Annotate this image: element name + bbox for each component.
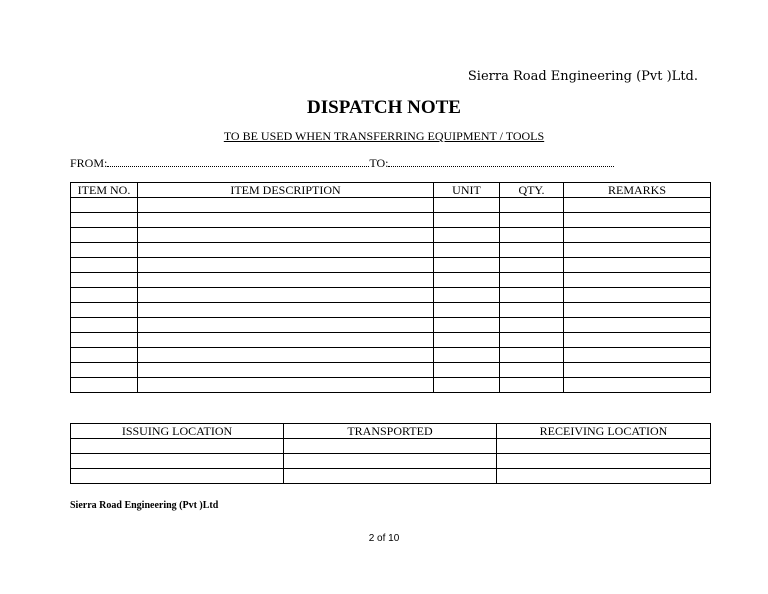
table-cell[interactable] [434, 318, 500, 333]
item-row [71, 363, 711, 378]
table-cell[interactable] [500, 363, 564, 378]
item-row [71, 243, 711, 258]
table-cell[interactable] [71, 439, 284, 454]
transfer-header-row [71, 424, 711, 439]
table-cell[interactable] [500, 273, 564, 288]
item-row [71, 348, 711, 363]
column-header-remarks: REMARKS [564, 183, 711, 198]
footer-company: Sierra Road Engineering (Pvt )Ltd [70, 500, 219, 511]
table-cell[interactable] [138, 318, 434, 333]
table-cell[interactable] [284, 439, 497, 454]
table-cell[interactable] [500, 303, 564, 318]
table-cell[interactable] [434, 348, 500, 363]
transfer-table-body [71, 439, 711, 484]
table-cell[interactable] [138, 333, 434, 348]
table-cell[interactable] [564, 228, 711, 243]
table-cell[interactable] [71, 378, 138, 393]
column-header-issuing-location: ISSUING LOCATION [71, 424, 284, 439]
column-header-item-description: ITEM DESCRIPTION [138, 183, 434, 198]
transfer-row [71, 469, 711, 484]
table-cell[interactable] [138, 348, 434, 363]
transfer-table [70, 423, 711, 484]
table-cell[interactable] [500, 348, 564, 363]
table-cell[interactable] [564, 258, 711, 273]
table-cell[interactable] [500, 243, 564, 258]
item-row [71, 228, 711, 243]
table-cell[interactable] [564, 378, 711, 393]
from-label: FROM: [70, 156, 108, 170]
table-cell[interactable] [71, 333, 138, 348]
table-cell[interactable] [71, 469, 284, 484]
document-subtitle: TO BE USED WHEN TRANSFERRING EQUIPMENT / TOOLS [223, 129, 545, 143]
column-header-unit: UNIT [434, 183, 500, 198]
table-cell[interactable] [138, 303, 434, 318]
table-cell[interactable] [500, 258, 564, 273]
table-cell[interactable] [434, 258, 500, 273]
table-cell[interactable] [564, 213, 711, 228]
table-cell[interactable] [564, 348, 711, 363]
table-cell[interactable] [138, 378, 434, 393]
table-cell[interactable] [434, 288, 500, 303]
table-cell[interactable] [71, 303, 138, 318]
table-cell[interactable] [497, 439, 711, 454]
from-field[interactable] [107, 156, 369, 167]
table-cell[interactable] [138, 243, 434, 258]
item-row [71, 378, 711, 393]
table-cell[interactable] [71, 363, 138, 378]
table-cell[interactable] [138, 198, 434, 213]
table-cell[interactable] [138, 228, 434, 243]
table-cell[interactable] [71, 228, 138, 243]
table-cell[interactable] [71, 258, 138, 273]
table-cell[interactable] [71, 213, 138, 228]
items-table-body [71, 198, 711, 393]
table-cell[interactable] [500, 318, 564, 333]
column-header-receiving-location: RECEIVING LOCATION [497, 424, 711, 439]
table-cell[interactable] [71, 288, 138, 303]
table-cell[interactable] [564, 318, 711, 333]
table-cell[interactable] [497, 454, 711, 469]
table-cell[interactable] [434, 198, 500, 213]
table-cell[interactable] [138, 363, 434, 378]
document-title: DISPATCH NOTE [307, 97, 461, 118]
table-cell[interactable] [138, 288, 434, 303]
table-cell[interactable] [564, 333, 711, 348]
table-cell[interactable] [284, 469, 497, 484]
table-cell[interactable] [500, 333, 564, 348]
table-cell[interactable] [500, 198, 564, 213]
table-cell[interactable] [500, 378, 564, 393]
table-cell[interactable] [434, 363, 500, 378]
item-row [71, 333, 711, 348]
table-cell[interactable] [434, 273, 500, 288]
table-cell[interactable] [434, 333, 500, 348]
table-cell[interactable] [138, 273, 434, 288]
items-header-row [71, 183, 711, 198]
table-cell[interactable] [138, 258, 434, 273]
table-cell[interactable] [71, 348, 138, 363]
column-header-transported: TRANSPORTED [284, 424, 497, 439]
table-cell[interactable] [71, 243, 138, 258]
item-row [71, 303, 711, 318]
table-cell[interactable] [497, 469, 711, 484]
item-row [71, 198, 711, 213]
from-to-line [70, 156, 614, 171]
table-cell[interactable] [71, 198, 138, 213]
table-cell[interactable] [564, 273, 711, 288]
table-cell[interactable] [434, 243, 500, 258]
table-cell[interactable] [284, 454, 497, 469]
table-cell[interactable] [500, 213, 564, 228]
to-field[interactable] [388, 156, 614, 167]
transfer-row [71, 454, 711, 469]
table-cell[interactable] [434, 228, 500, 243]
table-cell[interactable] [500, 228, 564, 243]
items-table [70, 182, 711, 393]
table-cell[interactable] [500, 288, 564, 303]
item-row [71, 213, 711, 228]
table-cell[interactable] [434, 378, 500, 393]
item-row [71, 273, 711, 288]
table-cell[interactable] [138, 213, 434, 228]
item-row [71, 288, 711, 303]
transfer-row [71, 439, 711, 454]
to-label: TO: [369, 156, 389, 170]
item-row [71, 258, 711, 273]
column-header-item-no: ITEM NO. [71, 183, 138, 198]
table-cell[interactable] [564, 303, 711, 318]
page-number: 2 of 10 [368, 533, 400, 544]
company-header: Sierra Road Engineering (Pvt )Ltd. [467, 69, 698, 84]
table-cell[interactable] [434, 303, 500, 318]
table-cell[interactable] [434, 213, 500, 228]
table-cell[interactable] [564, 363, 711, 378]
table-cell[interactable] [71, 454, 284, 469]
table-cell[interactable] [564, 243, 711, 258]
item-row [71, 318, 711, 333]
table-cell[interactable] [71, 318, 138, 333]
column-header-qty: QTY. [500, 183, 564, 198]
table-cell[interactable] [564, 198, 711, 213]
table-cell[interactable] [71, 273, 138, 288]
table-cell[interactable] [564, 288, 711, 303]
